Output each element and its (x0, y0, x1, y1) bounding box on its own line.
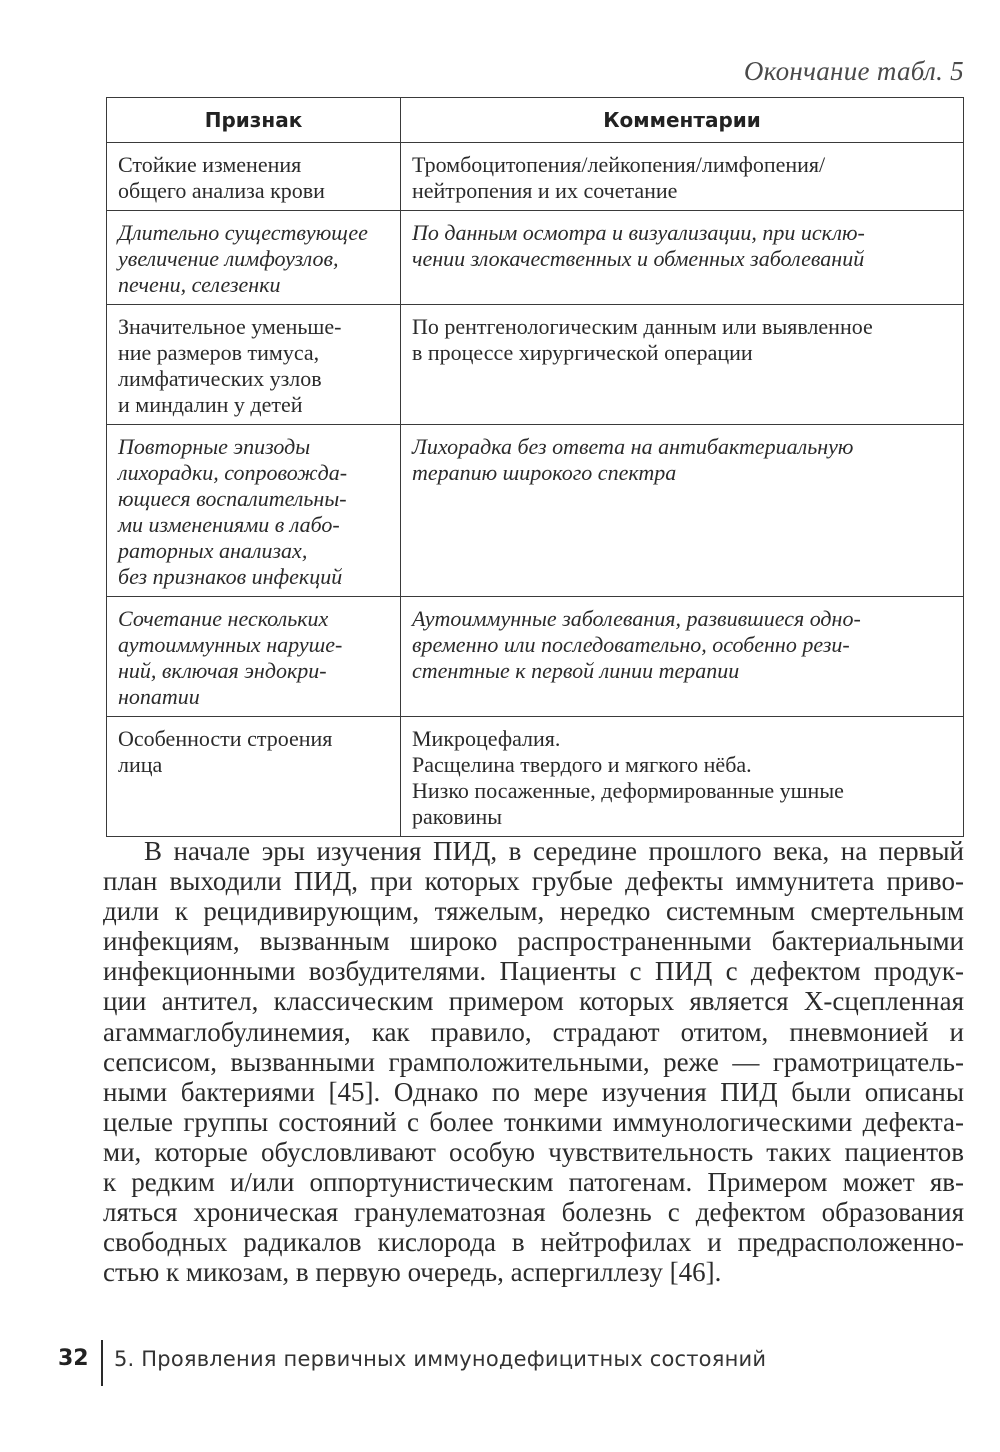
header-sign: Признак (107, 98, 401, 143)
sign-line: общего анализа крови (118, 178, 325, 203)
chapter-title: 5. Проявления первичных иммунодефицитных состояний (114, 1347, 767, 1371)
body-paragraph (103, 836, 964, 1287)
sign-line: Повторные эпизоды (118, 434, 311, 459)
table-row (107, 211, 964, 305)
sign-cell (107, 425, 401, 597)
sign-line: лихорадки, сопровожда- (118, 460, 348, 485)
header-comment: Комментарии (401, 98, 964, 143)
sign-line: без признаков инфекций (118, 564, 343, 589)
sign-line: Сочетание нескольких (118, 606, 329, 631)
table-row (107, 143, 964, 211)
comment-line: нейтропения и их сочетание (412, 178, 678, 203)
comment-line: Низко посаженные, деформированные ушные (412, 778, 844, 803)
paragraph-line: В начале эры изучения ПИД, в середине прошлого века, на первый (144, 836, 964, 866)
comment-cell (401, 425, 964, 597)
comment-line: стентные к первой линии терапии (412, 658, 740, 683)
sign-line: аутоиммунных наруше- (118, 632, 343, 657)
paragraph-line: план выходили ПИД, при которых грубые дефекты иммунитета приво- (103, 866, 964, 897)
paragraph-line: целые группы состояний с более тонкими иммунологическими дефекта- (103, 1106, 964, 1137)
paragraph-line: ции антител, классическим примером которых является X-сцепленная (103, 986, 964, 1017)
comment-line: Микроцефалия. (412, 726, 561, 751)
sign-line: увеличение лимфоузлов, (118, 246, 339, 271)
paragraph-line: агаммаглобулинемия, как правило, страдают отитом, пневмонией и (103, 1016, 964, 1047)
sign-line: раторных анализах, (118, 538, 308, 563)
sign-cell (107, 305, 401, 425)
table-row (107, 425, 964, 597)
sign-cell (107, 717, 401, 837)
sign-cell (107, 211, 401, 305)
comment-line: временно или последовательно, особенно рези- (412, 632, 850, 657)
sign-line: и миндалин у детей (118, 392, 303, 417)
paragraph-line: свободных радикалов кислорода в нейтрофилах и предрасположенно- (103, 1227, 964, 1258)
sign-line: Особенности строения (118, 726, 333, 751)
comment-line: По данным осмотра и визуализации, при исклю- (412, 220, 865, 245)
comment-line: По рентгенологическим данным или выявленное (412, 314, 873, 339)
paragraph-line: инфекциям, вызванным широко распространенными бактериальными (103, 926, 964, 957)
comment-line: Тромбоцитопения/лейкопения/лимфопения/ (412, 152, 826, 177)
comment-line: чении злокачественных и обменных заболеваний (412, 246, 865, 271)
sign-line: Длительно существующее (118, 220, 368, 245)
comment-cell (401, 211, 964, 305)
paragraph-line: к редким и/или оппортунистическим патогенам. Примером может яв- (103, 1167, 964, 1198)
comment-cell (401, 143, 964, 211)
sign-line: ние размеров тимуса, (118, 340, 320, 365)
table-caption: Окончание табл. 5 (743, 56, 964, 86)
comment-line: раковины (412, 804, 503, 829)
paragraph-line: ными бактериями [45]. Однако по мере изучения ПИД были описаны (103, 1076, 964, 1107)
comment-line: Лихорадка без ответа на антибактериальную (412, 434, 854, 459)
table-row (107, 597, 964, 717)
sign-line: Стойкие изменения (118, 152, 302, 177)
paragraph-line: инфекционными возбудителями. Пациенты с ПИД с дефектом продук- (103, 956, 964, 987)
paragraph-line: дили к рецидивирующим, тяжелым, нередко системным смертельным (103, 896, 964, 927)
comment-line: терапию широкого спектра (412, 460, 677, 485)
comment-line: Расщелина твердого и мягкого нёба. (412, 752, 752, 777)
paragraph-line: стью к микозам, в первую очередь, аспергиллезу [46]. (103, 1257, 722, 1288)
sign-line: ющиеся воспалительны- (118, 486, 347, 511)
comment-line: Аутоиммунные заболевания, развившиеся одно- (412, 606, 861, 631)
comment-line: в процессе хирургической операции (412, 340, 753, 365)
signs-table (106, 97, 964, 837)
sign-line: лица (118, 752, 163, 777)
paragraph-line: ми, которые обусловливают особую чувствительность таких пациентов (103, 1136, 964, 1167)
paragraph-line: сепсисом, вызванными грамположительными, реже — грамотрицатель- (103, 1046, 964, 1077)
comment-cell (401, 717, 964, 837)
sign-line: нопатии (118, 684, 200, 709)
footer-divider (101, 1340, 103, 1386)
page-footer (0, 1340, 1000, 1390)
sign-line: ми изменениями в лабо- (118, 512, 340, 537)
sign-line: печени, селезенки (118, 272, 281, 297)
comment-cell (401, 305, 964, 425)
sign-line: Значительное уменьше- (118, 314, 342, 339)
sign-cell (107, 143, 401, 211)
sign-line: лимфатических узлов (118, 366, 322, 391)
sign-cell (107, 597, 401, 717)
page-number: 32 (58, 1346, 89, 1371)
table-row (107, 305, 964, 425)
table-header-row (107, 98, 964, 143)
comment-cell (401, 597, 964, 717)
table-row (107, 717, 964, 837)
paragraph-line: ляться хроническая гранулематозная болезнь с дефектом образования (103, 1197, 964, 1228)
sign-line: ний, включая эндокри- (118, 658, 327, 683)
